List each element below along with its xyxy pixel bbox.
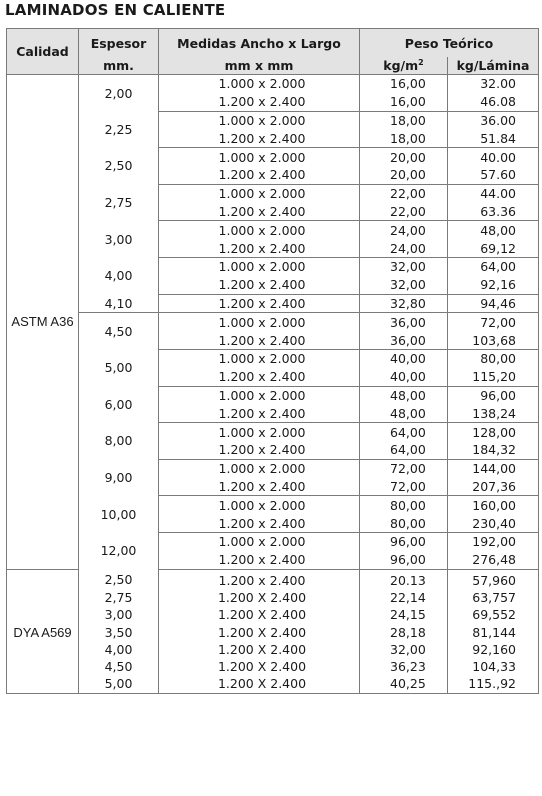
kg-m2-cell: 20.13 xyxy=(360,569,448,589)
kg-lamina-cell: 230,40 xyxy=(448,514,539,532)
espesor-cell: 2,00 xyxy=(79,75,159,112)
kg-m2-cell: 64,00 xyxy=(360,441,448,459)
medidas-cell: 1.000 x 2.000 xyxy=(159,257,360,275)
table-row xyxy=(7,532,539,550)
medidas-cell: 1.200 x 2.400 xyxy=(159,331,360,349)
espesor-cell: 9,00 xyxy=(79,459,159,496)
header-medidas-unit: mm x mm xyxy=(159,57,360,75)
kg-m2-cell: 40,25 xyxy=(360,675,448,693)
medidas-cell: 1.200 x 2.400 xyxy=(159,569,360,589)
table-row xyxy=(7,459,539,477)
kg-m2-cell: 22,00 xyxy=(360,184,448,202)
medidas-cell: 1.200 X 2.400 xyxy=(159,589,360,606)
kg-m2-cell: 48,00 xyxy=(360,404,448,422)
table-row xyxy=(7,496,539,514)
kg-lamina-cell: 115,20 xyxy=(448,368,539,386)
table-row xyxy=(7,257,539,275)
kg-m2-cell: 36,00 xyxy=(360,313,448,331)
kg-lamina-cell: 63,757 xyxy=(448,589,539,606)
kg-m2-cell: 24,15 xyxy=(360,606,448,623)
header-kg-m2-label: kg/m xyxy=(383,58,419,73)
kg-m2-cell: 40,00 xyxy=(360,368,448,386)
kg-m2-cell: 96,00 xyxy=(360,532,448,550)
table-row xyxy=(7,606,539,623)
kg-lamina-cell: 276,48 xyxy=(448,551,539,569)
kg-lamina-cell: 48,00 xyxy=(448,221,539,239)
medidas-cell: 1.000 x 2.000 xyxy=(159,496,360,514)
kg-m2-cell: 32,00 xyxy=(360,641,448,658)
kg-lamina-cell: 144,00 xyxy=(448,459,539,477)
kg-lamina-cell: 104,33 xyxy=(448,658,539,675)
espesor-cell: 4,50 xyxy=(79,313,159,350)
espesor-cell: 3,00 xyxy=(79,606,159,623)
kg-m2-cell: 96,00 xyxy=(360,551,448,569)
espesor-cell: 6,00 xyxy=(79,386,159,423)
espesor-cell: 10,00 xyxy=(79,496,159,533)
medidas-cell: 1.200 x 2.400 xyxy=(159,514,360,532)
kg-m2-cell: 20,00 xyxy=(360,148,448,166)
medidas-cell: 1.000 x 2.000 xyxy=(159,313,360,331)
medidas-cell: 1.000 x 2.000 xyxy=(159,75,360,93)
table-row xyxy=(7,313,539,331)
kg-m2-cell: 18,00 xyxy=(360,129,448,147)
kg-m2-cell: 80,00 xyxy=(360,514,448,532)
medidas-cell: 1.200 x 2.400 xyxy=(159,441,360,459)
table-row xyxy=(7,658,539,675)
medidas-cell: 1.000 x 2.000 xyxy=(159,423,360,441)
header-kg-lamina: kg/Lámina xyxy=(448,57,539,75)
calidad-cell: ASTM A36 xyxy=(7,75,79,570)
header-medidas: Medidas Ancho x Largo xyxy=(159,29,360,58)
kg-m2-cell: 36,00 xyxy=(360,331,448,349)
kg-lamina-cell: 184,32 xyxy=(448,441,539,459)
espesor-cell: 2,75 xyxy=(79,589,159,606)
header-espesor: Espesor xyxy=(79,29,159,58)
kg-m2-cell: 36,23 xyxy=(360,658,448,675)
table-row xyxy=(7,675,539,693)
page-title: LAMINADOS EN CALIENTE xyxy=(5,1,226,19)
kg-m2-cell: 24,00 xyxy=(360,239,448,257)
espesor-cell: 3,00 xyxy=(79,221,159,258)
espesor-cell: 4,00 xyxy=(79,641,159,658)
espesor-cell: 8,00 xyxy=(79,423,159,460)
medidas-cell: 1.200 x 2.400 xyxy=(159,404,360,422)
kg-lamina-cell: 103,68 xyxy=(448,331,539,349)
kg-lamina-cell: 160,00 xyxy=(448,496,539,514)
kg-lamina-cell: 69,552 xyxy=(448,606,539,623)
medidas-cell: 1.000 x 2.000 xyxy=(159,148,360,166)
medidas-cell: 1.200 x 2.400 xyxy=(159,478,360,496)
kg-m2-cell: 80,00 xyxy=(360,496,448,514)
espesor-cell: 12,00 xyxy=(79,532,159,569)
kg-lamina-cell: 63.36 xyxy=(448,203,539,221)
espesor-cell: 5,00 xyxy=(79,349,159,386)
table-header xyxy=(7,29,539,75)
kg-m2-cell: 22,00 xyxy=(360,203,448,221)
header-kg-m2 xyxy=(360,57,448,75)
kg-m2-cell: 24,00 xyxy=(360,221,448,239)
kg-lamina-cell: 44.00 xyxy=(448,184,539,202)
kg-lamina-cell: 192,00 xyxy=(448,532,539,550)
espesor-cell: 2,50 xyxy=(79,148,159,185)
kg-m2-cell: 18,00 xyxy=(360,111,448,129)
table-row xyxy=(7,221,539,239)
kg-lamina-cell: 36.00 xyxy=(448,111,539,129)
kg-m2-cell: 32,00 xyxy=(360,276,448,294)
medidas-cell: 1.000 x 2.000 xyxy=(159,349,360,367)
table-body xyxy=(7,75,539,694)
header-peso: Peso Teórico xyxy=(360,29,539,58)
medidas-cell: 1.200 X 2.400 xyxy=(159,606,360,623)
medidas-cell: 1.200 x 2.400 xyxy=(159,368,360,386)
header-espesor-unit: mm. xyxy=(79,57,159,75)
table-row xyxy=(7,148,539,166)
kg-m2-cell: 16,00 xyxy=(360,75,448,93)
table-row xyxy=(7,423,539,441)
kg-lamina-cell: 96,00 xyxy=(448,386,539,404)
medidas-cell: 1.200 x 2.400 xyxy=(159,93,360,111)
espesor-cell: 5,00 xyxy=(79,675,159,693)
kg-m2-cell: 20,00 xyxy=(360,166,448,184)
kg-lamina-cell: 207,36 xyxy=(448,478,539,496)
espesor-cell: 2,75 xyxy=(79,184,159,221)
table-row xyxy=(7,349,539,367)
medidas-cell: 1.000 x 2.000 xyxy=(159,532,360,550)
medidas-cell: 1.200 X 2.400 xyxy=(159,675,360,693)
steel-sheet-table xyxy=(6,28,539,694)
kg-m2-cell: 16,00 xyxy=(360,93,448,111)
kg-lamina-cell: 40.00 xyxy=(448,148,539,166)
kg-m2-cell: 28,18 xyxy=(360,623,448,640)
medidas-cell: 1.200 x 2.400 xyxy=(159,239,360,257)
medidas-cell: 1.000 x 2.000 xyxy=(159,386,360,404)
medidas-cell: 1.200 x 2.400 xyxy=(159,129,360,147)
medidas-cell: 1.200 X 2.400 xyxy=(159,641,360,658)
kg-lamina-cell: 32.00 xyxy=(448,75,539,93)
kg-lamina-cell: 57,960 xyxy=(448,569,539,589)
medidas-cell: 1.200 x 2.400 xyxy=(159,551,360,569)
kg-m2-cell: 22,14 xyxy=(360,589,448,606)
kg-lamina-cell: 92,160 xyxy=(448,641,539,658)
medidas-cell: 1.200 x 2.400 xyxy=(159,276,360,294)
kg-lamina-cell: 115.,92 xyxy=(448,675,539,693)
table-row xyxy=(7,294,539,313)
kg-lamina-cell: 81,144 xyxy=(448,623,539,640)
espesor-cell: 4,50 xyxy=(79,658,159,675)
table-row xyxy=(7,184,539,202)
medidas-cell: 1.200 x 2.400 xyxy=(159,166,360,184)
medidas-cell: 1.200 x 2.400 xyxy=(159,203,360,221)
kg-lamina-cell: 51.84 xyxy=(448,129,539,147)
medidas-cell: 1.000 x 2.000 xyxy=(159,221,360,239)
table-row xyxy=(7,75,539,93)
kg-lamina-cell: 94,46 xyxy=(448,294,539,313)
table-row xyxy=(7,569,539,589)
kg-lamina-cell: 92,16 xyxy=(448,276,539,294)
header-kg-m2-sup: 2 xyxy=(418,57,424,67)
espesor-cell: 2,50 xyxy=(79,569,159,589)
kg-lamina-cell: 57.60 xyxy=(448,166,539,184)
table-row xyxy=(7,386,539,404)
kg-m2-cell: 64,00 xyxy=(360,423,448,441)
table-row xyxy=(7,111,539,129)
kg-m2-cell: 32,00 xyxy=(360,257,448,275)
espesor-cell: 2,25 xyxy=(79,111,159,148)
table-row xyxy=(7,589,539,606)
medidas-cell: 1.200 X 2.400 xyxy=(159,658,360,675)
espesor-cell: 4,00 xyxy=(79,257,159,294)
espesor-cell: 4,10 xyxy=(79,294,159,313)
medidas-cell: 1.000 x 2.000 xyxy=(159,459,360,477)
kg-m2-cell: 72,00 xyxy=(360,459,448,477)
calidad-cell: DYA A569 xyxy=(7,569,79,693)
medidas-cell: 1.000 x 2.000 xyxy=(159,111,360,129)
medidas-cell: 1.200 X 2.400 xyxy=(159,623,360,640)
header-calidad: Calidad xyxy=(7,29,79,75)
kg-lamina-cell: 46.08 xyxy=(448,93,539,111)
medidas-cell: 1.200 x 2.400 xyxy=(159,294,360,313)
kg-m2-cell: 32,80 xyxy=(360,294,448,313)
kg-m2-cell: 48,00 xyxy=(360,386,448,404)
kg-lamina-cell: 69,12 xyxy=(448,239,539,257)
medidas-cell: 1.000 x 2.000 xyxy=(159,184,360,202)
table-row xyxy=(7,641,539,658)
espesor-cell: 3,50 xyxy=(79,623,159,640)
kg-lamina-cell: 128,00 xyxy=(448,423,539,441)
kg-lamina-cell: 72,00 xyxy=(448,313,539,331)
kg-lamina-cell: 80,00 xyxy=(448,349,539,367)
table-row xyxy=(7,623,539,640)
kg-lamina-cell: 64,00 xyxy=(448,257,539,275)
kg-lamina-cell: 138,24 xyxy=(448,404,539,422)
kg-m2-cell: 72,00 xyxy=(360,478,448,496)
kg-m2-cell: 40,00 xyxy=(360,349,448,367)
